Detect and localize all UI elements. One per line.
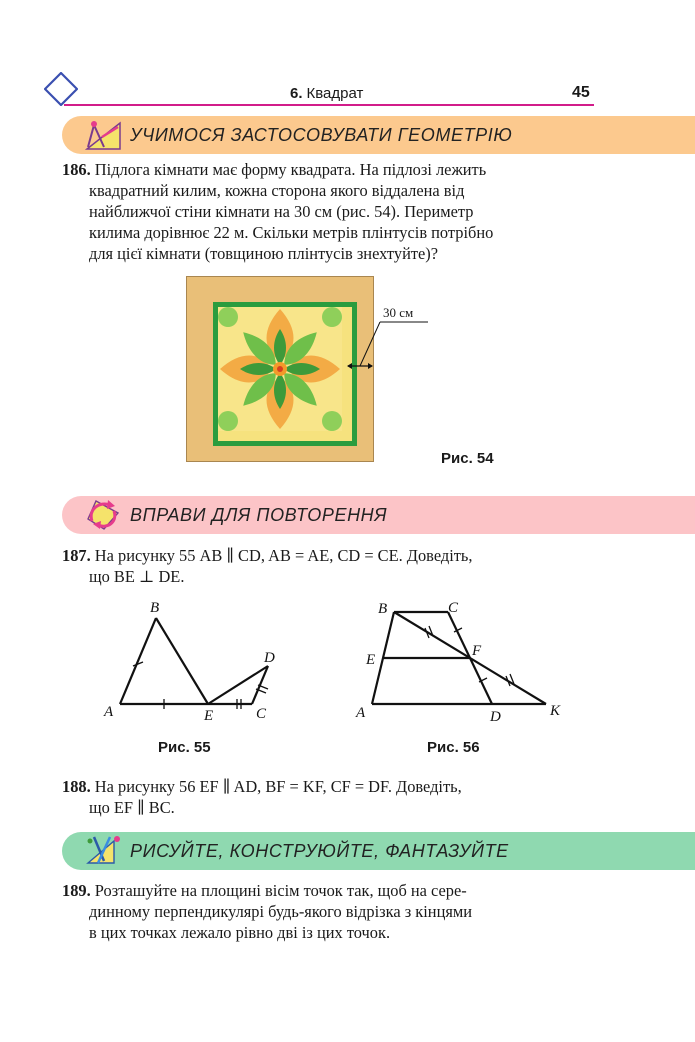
figure-56-caption: Рис. 56 [427,739,480,756]
section-banner-review-exercises [62,496,695,534]
problem-text-line: килима дорівнює 22 м. Скільки метрів плінтусів потрібно [89,223,494,242]
problem-text-line: для цієї кімнати (товщиною плінтусів знехтуйте)? [89,244,439,263]
drawing-tools-icon [84,833,124,869]
problem-text-line: Розташуйте на площині вісім точок так, щоб на сере- [94,881,467,900]
problem-text-line: в цих точках лежало рівно дві із цих точок. [89,923,391,942]
problem-187 [62,545,594,587]
segment-AB [120,618,156,704]
point-label-D: D [490,709,501,725]
page-number: 45 [572,84,590,101]
figure-55-diagram [100,596,290,726]
point-label-C: C [256,706,267,722]
problem-number: 186. [62,160,91,179]
section-title: РИСУЙТЕ, КОНСТРУЮЙТЕ, ФАНТАЗУЙТЕ [130,841,509,861]
point-label-A: A [356,705,366,721]
problem-text-line: що BE ⊥ DE. [89,567,185,586]
problem-text-line: На рисунку 56 EF ∥ AD, BF = KF, CF = DF. Доведіть, [94,777,462,796]
figure-54-caption: Рис. 54 [441,450,494,467]
chapter-heading [290,85,363,102]
problem-text-line: На рисунку 55 AB ∥ CD, AB = AE, CD = CE. Доведіть, [94,546,473,565]
point-label-D: D [264,650,275,666]
dimension-label: 30 см [383,305,414,320]
section-title: ВПРАВИ ДЛЯ ПОВТОРЕННЯ [130,505,388,525]
section-banner-draw-construct [62,832,695,870]
header-rule [64,104,594,106]
problem-number: 187. [62,546,91,565]
point-label-K: K [550,703,561,719]
chapter-diamond-icon [44,72,78,106]
compass-ruler-icon [84,117,124,153]
carpet-pattern [218,307,342,431]
problem-text-line: квадратний килим, кожна сторона якого віддалена від [89,181,465,200]
problem-number: 188. [62,777,91,796]
problem-text-line: що EF ∥ BC. [89,798,175,817]
problem-186 [62,159,594,264]
carpet [213,302,357,446]
chapter-title: Квадрат [306,85,364,102]
point-label-A: A [104,704,114,720]
problem-text-line: найближчої стіни кімнати на 30 см (рис. 54). Периметр [89,202,474,221]
point-label-F: F [472,643,482,659]
point-label-B: B [150,600,160,616]
figure-55-caption: Рис. 55 [158,739,211,756]
problem-number: 189. [62,881,91,900]
problem-text-line: Підлога кімнати має форму квадрата. На підлозі лежить [94,160,487,179]
point-label-E: E [366,652,376,668]
point-label-B: B [378,601,388,617]
chapter-number: 6. [290,85,303,102]
point-label-E: E [204,708,214,724]
problem-text-line: динному перпендикулярі будь-якого відрізка з кінцями [89,902,473,921]
problem-188 [62,776,594,818]
segment-BE [156,618,208,704]
figure-56-diagram [352,596,572,726]
section-banner-apply-geometry [62,116,695,154]
point-label-C: C [448,600,459,616]
recycle-arrows-icon [84,497,124,533]
section-title: УЧИМОСЯ ЗАСТОСОВУВАТИ ГЕОМЕТРІЮ [130,125,513,145]
problem-189 [62,880,594,943]
